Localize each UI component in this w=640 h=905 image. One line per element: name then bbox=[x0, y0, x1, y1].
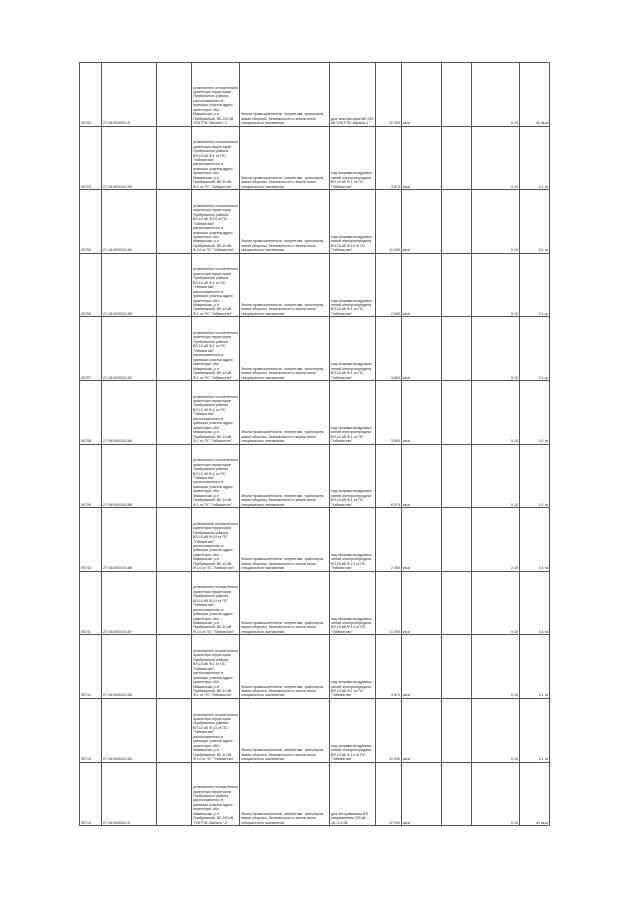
share-value: 0,10 bbox=[472, 317, 520, 381]
cadastral-number: 27:16:0000101:86 bbox=[102, 508, 157, 572]
permitted-use: под опорами воздушных линий электропередачи ВЛ-10 кВ Ф-1 от ПС "Узбекистан" bbox=[330, 635, 376, 699]
location-description: установлено относительно ориентира территория Прибрежного района ВЛ-10 кВ Ф-1 от ПС "Узбекистан", расположенного в границах участка адрес ориентира: обл. Мамахская, р-н Прибрежный, ВЛ-10 кВ Ф-1 от ПС "Узбекистан" bbox=[192, 635, 240, 699]
empty-cell bbox=[442, 698, 472, 762]
empty-cell bbox=[442, 126, 472, 190]
cadastral-number: 27:16:0000001:5 bbox=[102, 762, 157, 826]
permitted-use: под опорами воздушных линий электропередачи ВЛ-10 кВ Ф-14 от ПС "Узбекистан" bbox=[330, 508, 376, 572]
table-row bbox=[80, 635, 550, 699]
share-value: 0,10 bbox=[472, 380, 520, 444]
empty-cell bbox=[442, 317, 472, 381]
area-value: 22 000 bbox=[376, 762, 402, 826]
area-value: 3 800 bbox=[376, 380, 402, 444]
share-value: 0,10 bbox=[472, 63, 520, 127]
share-value: 0,10 bbox=[472, 190, 520, 254]
table-row bbox=[80, 508, 550, 572]
table-row bbox=[80, 253, 550, 317]
permitted-use: для эксплуатации ВЛ 220 кВ "НЧГРЭС-Ванино-1" bbox=[330, 63, 376, 127]
table-row bbox=[80, 571, 550, 635]
empty-cell bbox=[157, 380, 192, 444]
empty-cell bbox=[442, 762, 472, 826]
share-value: 0,10 bbox=[472, 444, 520, 508]
land-category: Земли промышленности, энергетики, транспорта, земли обороны, безопасности и земли иного специального назначения bbox=[240, 63, 330, 127]
share-value: 0,10 bbox=[472, 698, 520, 762]
row-number: 00709 bbox=[80, 444, 102, 508]
cadastral-number: 27:16:0000101:84 bbox=[102, 190, 157, 254]
empty-cell bbox=[442, 380, 472, 444]
land-category: Земли промышленности, энергетики, транспорта, земли обороны, безопасности и земли иного специального назначения bbox=[240, 190, 330, 254]
land-register-table bbox=[79, 62, 550, 826]
share-value: 0,10 bbox=[472, 571, 520, 635]
row-number: 00704 bbox=[80, 126, 102, 190]
area-unit: кв.м bbox=[402, 571, 442, 635]
cadastral-number: 27:16:0000101:84 bbox=[102, 380, 157, 444]
area-value: 11 000 bbox=[376, 571, 402, 635]
area-unit: кв.м bbox=[402, 698, 442, 762]
empty-cell bbox=[157, 317, 192, 381]
empty-cell bbox=[157, 253, 192, 317]
area-value: 3 800 bbox=[376, 317, 402, 381]
area-unit: кв.м bbox=[402, 190, 442, 254]
land-category: Земли промышленности, энергетики, транспорта, земли обороны, безопасности и земли иного специального назначения bbox=[240, 762, 330, 826]
location-description: установлено относительно ориентира территория Прибрежного района ВЛ-10 кВ Ф-14 от ПС "Узбекистан", расположенного в границах участка адрес ориентира: обл. Мамахская, р-н Прибрежный, ВЛ-10 кВ Ф-14 от ПС "Узбекистан" bbox=[192, 571, 240, 635]
cadastral-number: 27:16:0000101:89 bbox=[102, 253, 157, 317]
share-value: 0,10 bbox=[472, 635, 520, 699]
empty-cell bbox=[157, 698, 192, 762]
share-value: 0,10 bbox=[472, 253, 520, 317]
table-row bbox=[80, 63, 550, 127]
cadastral-number: 27:16:0000101:87 bbox=[102, 571, 157, 635]
empty-cell bbox=[157, 635, 192, 699]
empty-cell bbox=[157, 571, 192, 635]
table-row bbox=[80, 190, 550, 254]
note-value: 0,1 га bbox=[520, 508, 550, 572]
area-value: 11 000 bbox=[376, 190, 402, 254]
note-value: 41 кв.м bbox=[520, 762, 550, 826]
area-value: 2 400 bbox=[376, 508, 402, 572]
cadastral-number: 27:16:0000101:85 bbox=[102, 635, 157, 699]
location-description: установлено относительно ориентира территория Прибрежного района ВЛ-10 кВ Ф-1 от ПС "Узбекистан", расположенного в границах участка адрес ориентира: обл. Мамахская, р-н Прибрежный, ВЛ-10 кВ Ф-1 от ПС "Узбекистан" bbox=[192, 444, 240, 508]
note-value: 0,1 га bbox=[520, 698, 550, 762]
area-unit: кв.м bbox=[402, 762, 442, 826]
location-description: установлено относительно ориентира территория Прибрежного района ВЛ-10 кВ Ф-14 от ПС "Узбекистан", расположенного в границах участка адрес ориентира: обл. Мамахская, р-н Прибрежный, ВЛ-10 кВ Ф-14 от ПС "Узбекистан" bbox=[192, 698, 240, 762]
row-number: 00706 bbox=[80, 253, 102, 317]
note-value: 0,1 га bbox=[520, 190, 550, 254]
empty-cell bbox=[157, 444, 192, 508]
land-category: Земли промышленности, энергетики, транспорта, земли обороны, безопасности и земли иного специального назначения bbox=[240, 571, 330, 635]
table-row bbox=[80, 126, 550, 190]
row-number: 00705 bbox=[80, 190, 102, 254]
note-value: 0,1 га bbox=[520, 571, 550, 635]
area-value: 3 874 bbox=[376, 635, 402, 699]
cadastral-number: 27:16:0000001:9 bbox=[102, 63, 157, 127]
empty-cell bbox=[157, 126, 192, 190]
permitted-use: под опорами воздушных линий электропередачи ВЛ-10 кВ Ф-14 от ПС "Узбекистан" bbox=[330, 571, 376, 635]
row-number: 00708 bbox=[80, 380, 102, 444]
share-value: 2,10 bbox=[472, 508, 520, 572]
empty-cell bbox=[157, 63, 192, 127]
area-value: 11 000 bbox=[376, 698, 402, 762]
permitted-use: под опорами воздушных линий электропередачи ВЛ-10 кВ Ф-1 от ПС "Узбекистан" bbox=[330, 380, 376, 444]
empty-cell bbox=[442, 63, 472, 127]
empty-cell bbox=[442, 253, 472, 317]
table-row bbox=[80, 698, 550, 762]
cadastral-number: 27:16:0000101:88 bbox=[102, 444, 157, 508]
area-unit: кв.м bbox=[402, 380, 442, 444]
row-number: 00711 bbox=[80, 571, 102, 635]
permitted-use: под опорами воздушных линий электропередачи ВЛ-10 кВ Ф-1 от ПС "Узбекистан" bbox=[330, 317, 376, 381]
location-description: установлено относительно ориентира территория Прибрежного района ВЛ-10 кВ Ф-14 от ПС "Узбекистан", расположенного в границах участка адрес ориентира: обл. Мамахская, р-н Прибрежный, ВЛ-10 кВ Ф-14 от ПС "Узбекистан" bbox=[192, 190, 240, 254]
location-description: установлено относительно ориентира территория Прибрежного района, расположенного в границах участка адрес ориентира: обл. Мамахская, р-н Прибрежный, ВЛ-220 кВ "НЧГРЭС-Ванино"-2 bbox=[192, 762, 240, 826]
table-row bbox=[80, 380, 550, 444]
land-category: Земли промышленности, энергетики, транспорта, земли обороны, безопасности и земли иного специального назначения bbox=[240, 444, 330, 508]
area-unit: кв.м bbox=[402, 508, 442, 572]
empty-cell bbox=[442, 635, 472, 699]
table-body bbox=[80, 63, 550, 826]
empty-cell bbox=[157, 190, 192, 254]
row-number: 00712 bbox=[80, 635, 102, 699]
row-number: 00713 bbox=[80, 698, 102, 762]
share-value: 0,10 bbox=[472, 126, 520, 190]
area-value: 3 874 bbox=[376, 126, 402, 190]
note-value: 0,1 га bbox=[520, 253, 550, 317]
permitted-use: для обслуживания ВЛ напряжением 220 кВ -- 10--0,4 кВ bbox=[330, 762, 376, 826]
area-unit: кв.м bbox=[402, 253, 442, 317]
row-number: 00703 bbox=[80, 63, 102, 127]
land-category: Земли промышленности, энергетики, транспорта, земли обороны, безопасности и земли иного специального назначения bbox=[240, 126, 330, 190]
note-value: 0,1 га bbox=[520, 317, 550, 381]
cadastral-number: 27:16:0000101:90 bbox=[102, 126, 157, 190]
row-number: 00707 bbox=[80, 317, 102, 381]
empty-cell bbox=[157, 762, 192, 826]
land-category: Земли промышленности, энергетики, транспорта, земли обороны, безопасности и земли иного специального назначения bbox=[240, 698, 330, 762]
empty-cell bbox=[442, 444, 472, 508]
note-value: 0,1 га bbox=[520, 126, 550, 190]
location-description: установлено относительно ориентира территория Прибрежного района, расположенного в границах участка адрес ориентира: обл. Мамахская, р-н Прибрежный, ВЛ-220 кВ "НЧГРЭС-Ванино"-1 bbox=[192, 63, 240, 127]
empty-cell bbox=[442, 508, 472, 572]
table-row bbox=[80, 317, 550, 381]
land-category: Земли промышленности, энергетики, транспорта, земли обороны, безопасности и земли иного специального назначения bbox=[240, 380, 330, 444]
note-value: 0,1 га bbox=[520, 635, 550, 699]
row-number: 00710 bbox=[80, 508, 102, 572]
land-category: Земли промышленности, энергетики, транспорта, земли обороны, безопасности и земли иного специального назначения bbox=[240, 635, 330, 699]
location-description: установлено относительно ориентира территория Прибрежного района ВЛ-10 кВ Ф-1 от ПС "Узбекистан", расположенного в границах участка адрес ориентира: обл. Мамахская, р-н Прибрежный, ВЛ-10 кВ Ф-1 от ПС "Узбекистан" bbox=[192, 126, 240, 190]
area-value: 22 000 bbox=[376, 63, 402, 127]
area-unit: кв.м bbox=[402, 635, 442, 699]
area-unit: кв.м bbox=[402, 444, 442, 508]
area-value: 2 500 bbox=[376, 253, 402, 317]
permitted-use: под опорами воздушных линий электропередачи ВЛ-10 кВ Ф-1 от ПС "Узбекистан" bbox=[330, 444, 376, 508]
cadastral-number: 27:16:0000101:82 bbox=[102, 317, 157, 381]
land-category: Земли промышленности, энергетики, транспорта, земли обороны, безопасности и земли иного специального назначения bbox=[240, 253, 330, 317]
empty-cell bbox=[442, 571, 472, 635]
area-unit: кв.м bbox=[402, 63, 442, 127]
location-description: установлено относительно ориентира территория Прибрежного района ВЛ-10 кВ Ф-1 от ПС "Узбекистан", расположенного в границах участка адрес ориентира: обл. Мамахская, р-н Прибрежный, ВЛ-10 кВ Ф-1 от ПС "Узбекистан" bbox=[192, 317, 240, 381]
empty-cell bbox=[157, 508, 192, 572]
permitted-use: под опорами воздушных линий электропередачи ВЛ-10 кВ Ф-1 от ПС "Узбекистан" bbox=[330, 253, 376, 317]
area-value: 6 974 bbox=[376, 444, 402, 508]
note-value: 0,1 га bbox=[520, 380, 550, 444]
permitted-use: под опорами воздушных линий электропередачи ВЛ-10 кВ Ф-14 от ПС "Узбекистан" bbox=[330, 190, 376, 254]
land-category: Земли промышленности, энергетики, транспорта, земли обороны, безопасности и земли иного специального назначения bbox=[240, 508, 330, 572]
table-row bbox=[80, 444, 550, 508]
location-description: установлено относительно ориентира территория Прибрежного района ВЛ-10 кВ Ф-1 от ПС "Узбекистан", расположенного в границах участка адрес ориентира: обл. Мамахская, р-н Прибрежный, ВЛ-10 кВ Ф-1 от ПС "Узбекистан" bbox=[192, 253, 240, 317]
cadastral-number: 27:16:0000101:83 bbox=[102, 698, 157, 762]
empty-cell bbox=[442, 190, 472, 254]
share-value: 0,10 bbox=[472, 762, 520, 826]
area-unit: кв.м bbox=[402, 317, 442, 381]
note-value: 0,1 га bbox=[520, 444, 550, 508]
permitted-use: под опорами воздушных линий электропередачи ВЛ-10 кВ Ф-14 от ПС "Узбекистан" bbox=[330, 698, 376, 762]
location-description: установлено относительно ориентира территория Прибрежного района ВЛ-10 кВ Ф-14 от ПС "Узбекистан", расположенного в границах участка адрес ориентира: обл. Мамахская, р-н Прибрежный, ВЛ-10 кВ Ф-14 от ПС "Узбекистан" bbox=[192, 508, 240, 572]
row-number: 00714 bbox=[80, 762, 102, 826]
area-unit: кв.м bbox=[402, 126, 442, 190]
table-row bbox=[80, 762, 550, 826]
note-value: 42 кв.м bbox=[520, 63, 550, 127]
land-category: Земли промышленности, энергетики, транспорта, земли обороны, безопасности и земли иного специального назначения bbox=[240, 317, 330, 381]
permitted-use: под опорами воздушных линий электропередачи ВЛ-10 кВ Ф-1 от ПС "Узбекистан" bbox=[330, 126, 376, 190]
location-description: установлено относительно ориентира территория Прибрежного района ВЛ-10 кВ Ф-1 от ПС "Узбекистан", расположенного в границах участка адрес ориентира: обл. Мамахская, р-н Прибрежный, ВЛ-10 кВ Ф-1 от ПС "Узбекистан" bbox=[192, 380, 240, 444]
